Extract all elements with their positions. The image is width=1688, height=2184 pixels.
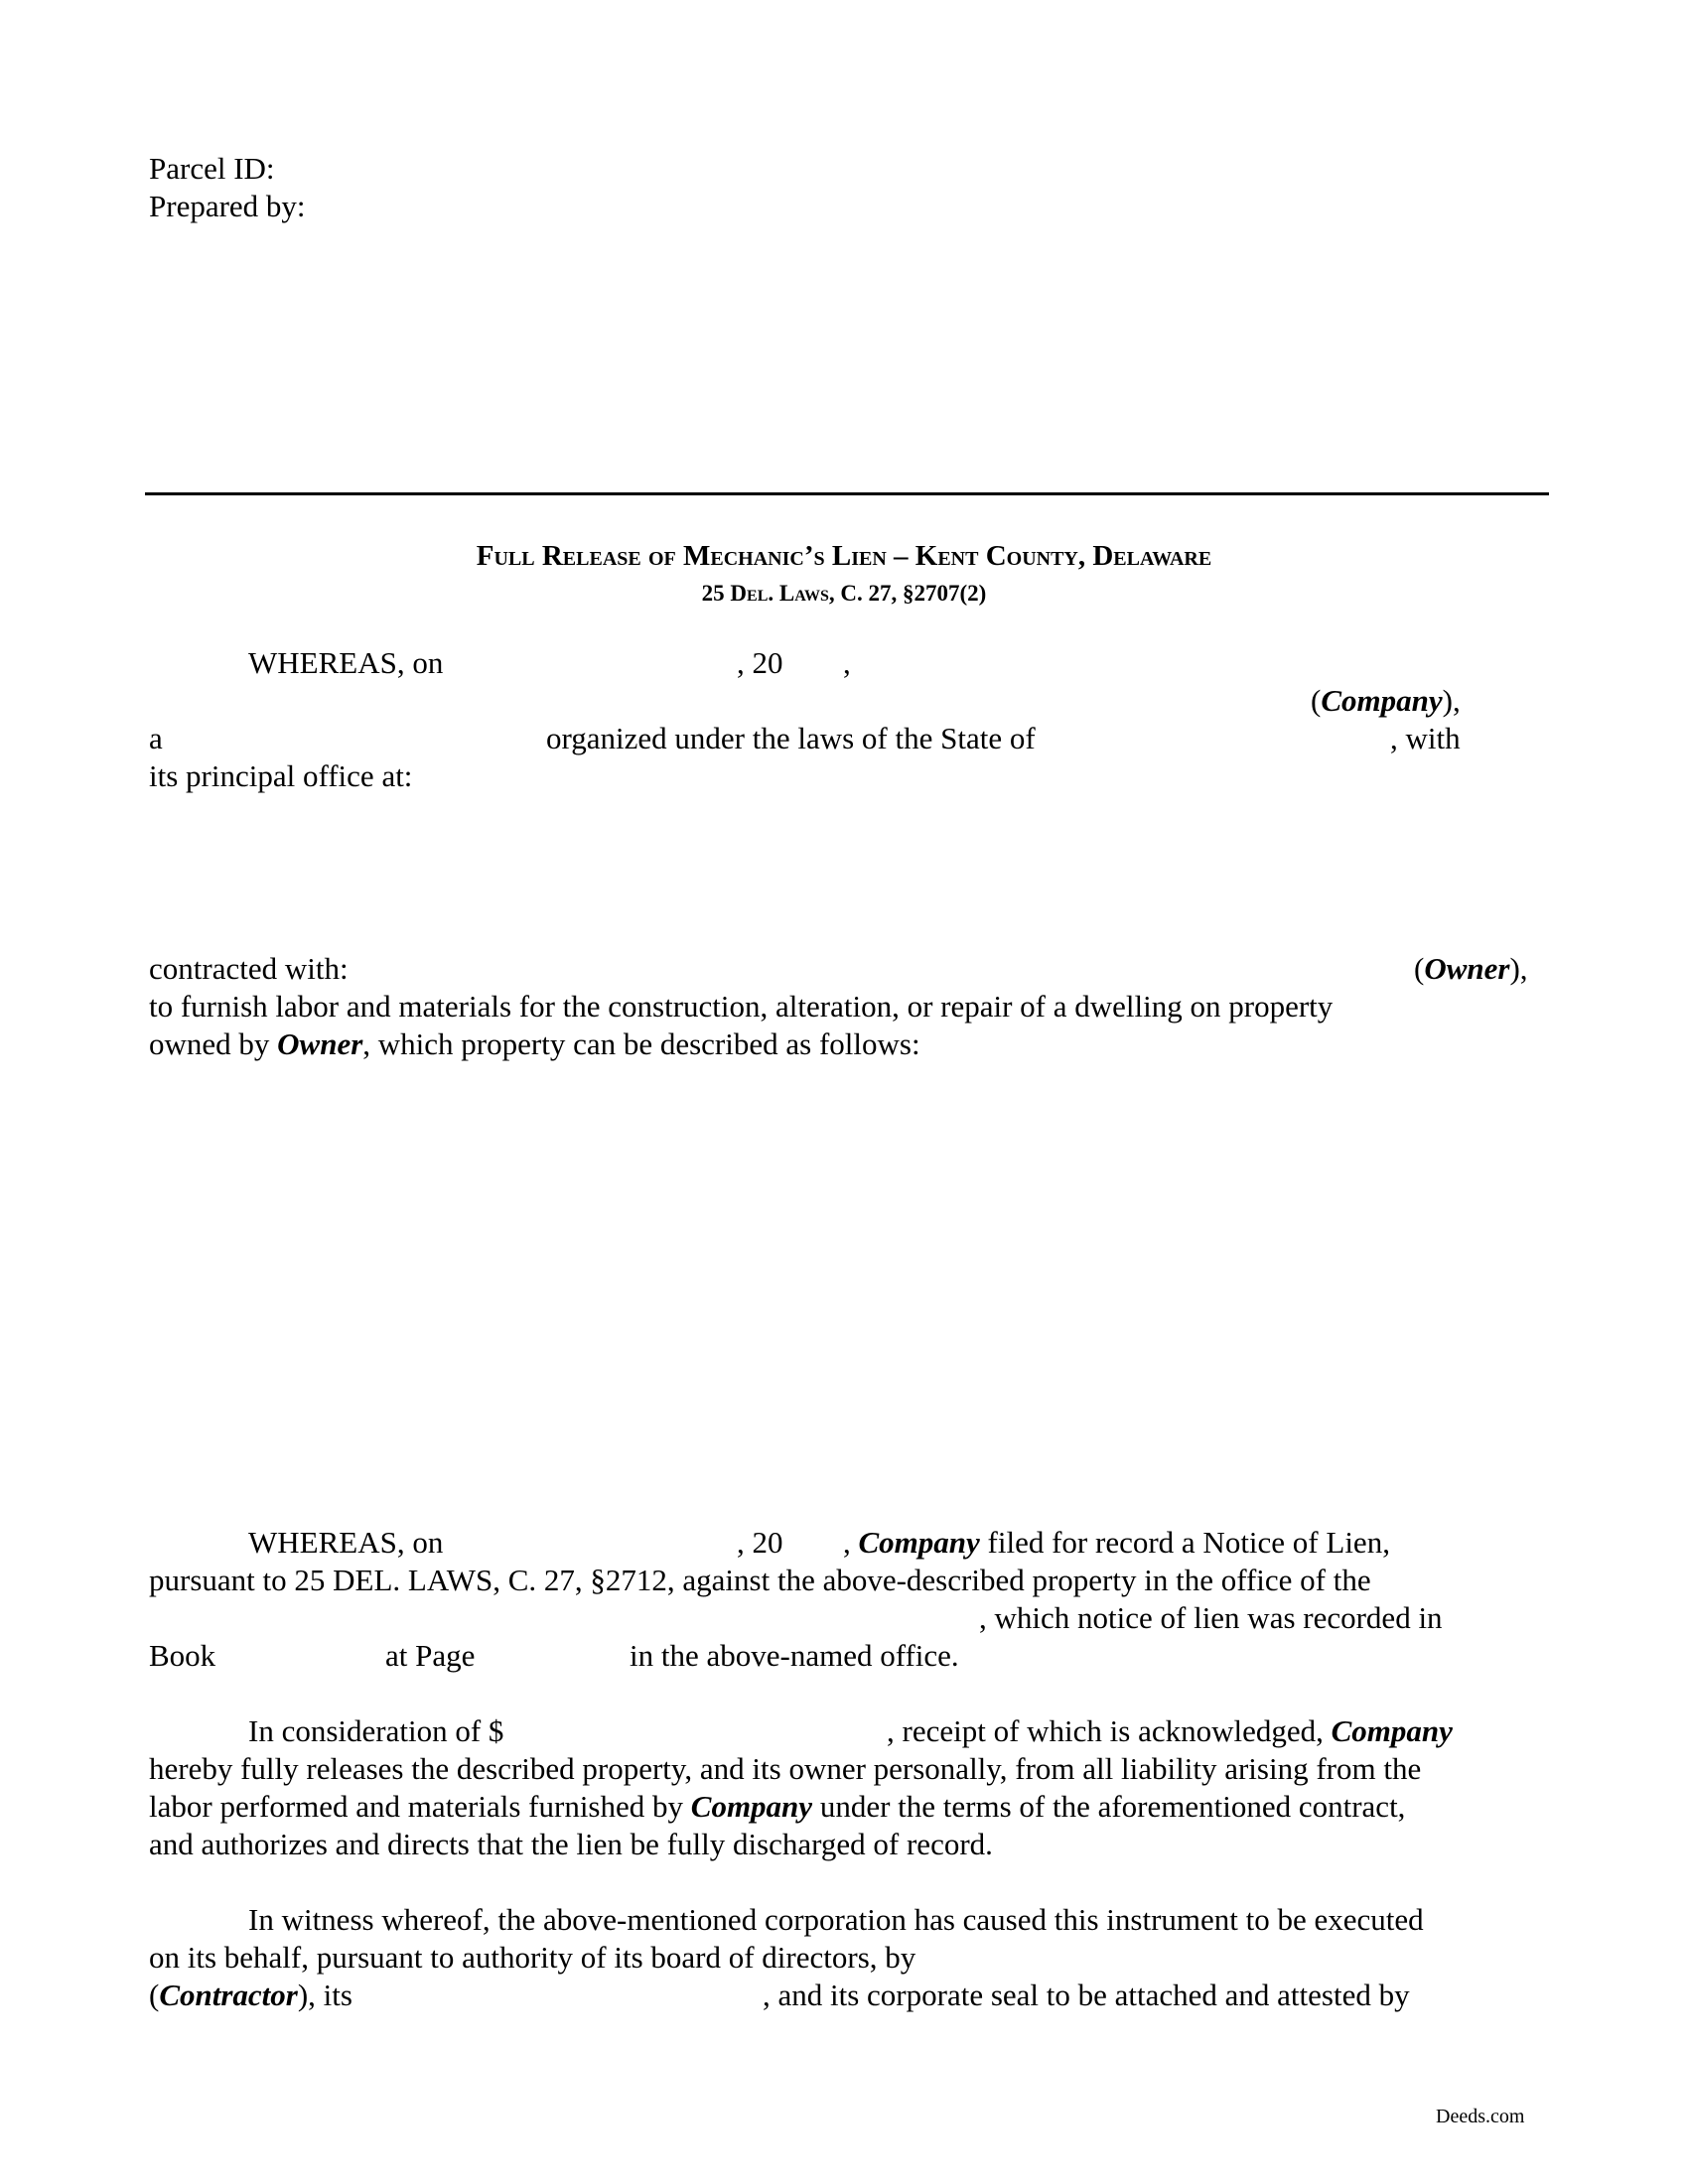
p5-contractor-open: ( bbox=[149, 1978, 160, 2012]
header-divider bbox=[145, 492, 1549, 495]
p1-principal-office: its principal office at: bbox=[149, 758, 413, 793]
p5-line1: In witness whereof, the above-mentioned corporation has caused this instrument to be executed bbox=[248, 1902, 1424, 1937]
p1-company-definition bbox=[1311, 683, 1461, 719]
footer-brand: Deeds.com bbox=[1436, 2106, 1525, 2127]
p4-receipt: , receipt of which is acknowledged, bbox=[887, 1713, 1332, 1748]
p5-contractor-term: Contractor bbox=[159, 1978, 298, 2012]
p2-owned-rest: , which property can be described as follows: bbox=[362, 1026, 920, 1061]
p2-owner-term: Owner bbox=[1424, 951, 1510, 986]
p4-consideration: In consideration of $ bbox=[248, 1713, 504, 1748]
p1-company-close: ), bbox=[1442, 683, 1461, 718]
p2-line2: to furnish labor and materials for the construction, alteration, or repair of a dwelling on property bbox=[149, 989, 1334, 1024]
p3-filed: filed for record a Notice of Lien, bbox=[979, 1525, 1390, 1560]
p5-line2: on its behalf, pursuant to authority of its board of directors, by bbox=[149, 1940, 916, 1975]
p2-owner-open: ( bbox=[1414, 951, 1425, 986]
p4-company-term: Company bbox=[1331, 1713, 1453, 1748]
p4-line4: and authorizes and directs that the lien be fully discharged of record. bbox=[149, 1827, 993, 1861]
p4-line2: hereby fully releases the described property, and its owner personally, from all liability arising from the bbox=[149, 1751, 1422, 1786]
p3-comma: , bbox=[843, 1525, 859, 1560]
p1-organized: organized under the laws of the State of bbox=[546, 721, 1036, 755]
p3-year-prefix: , 20 bbox=[737, 1525, 783, 1560]
parcel-id-label: Parcel ID: bbox=[149, 151, 275, 186]
p1-with: , with bbox=[1390, 721, 1461, 755]
p4-company-term2: Company bbox=[690, 1789, 813, 1824]
p3-book: Book bbox=[149, 1638, 216, 1673]
p1-year-prefix: , 20 bbox=[737, 645, 783, 680]
p1-company-term: Company bbox=[1321, 683, 1443, 718]
p5-seal: , and its corporate seal to be attached and attested by bbox=[763, 1978, 1410, 2012]
p3-company-term: Company bbox=[858, 1525, 980, 1560]
p2-owner-close: ), bbox=[1509, 951, 1528, 986]
statute-citation: 25 Del. Laws, C. 27, §2707(2) bbox=[701, 581, 987, 606]
p2-owned-by: owned by bbox=[149, 1026, 278, 1061]
p2-line3 bbox=[149, 1026, 920, 1062]
prepared-by-label: Prepared by: bbox=[149, 189, 306, 223]
p1-article: a bbox=[149, 721, 163, 755]
p1-comma: , bbox=[843, 645, 851, 680]
p4-line3-a: labor performed and materials furnished by bbox=[149, 1789, 691, 1824]
p2-owner-definition bbox=[1414, 951, 1528, 987]
p1-company-open: ( bbox=[1311, 683, 1322, 718]
p5-contractor-definition bbox=[149, 1978, 352, 2013]
p2-contracted-with: contracted with: bbox=[149, 951, 349, 986]
p5-contractor-close: ), its bbox=[297, 1978, 352, 2012]
document-title: Full Release of Mechanic’s Lien – Kent County, Delaware bbox=[476, 540, 1212, 572]
p1-whereas-on: WHEREAS, on bbox=[248, 645, 444, 680]
p4-line3 bbox=[149, 1789, 1405, 1825]
p4-receipt-line bbox=[887, 1713, 1453, 1749]
p3-whereas-on: WHEREAS, on bbox=[248, 1525, 444, 1560]
p3-filed-line bbox=[843, 1525, 1390, 1561]
p3-at-page: at Page bbox=[385, 1638, 476, 1673]
p4-line3-b: under the terms of the aforementioned contract, bbox=[812, 1789, 1406, 1824]
p3-named-office: in the above-named office. bbox=[630, 1638, 959, 1673]
p2-owner-term2: Owner bbox=[277, 1026, 363, 1061]
p3-line2: pursuant to 25 DEL. LAWS, C. 27, §2712, against the above-described property in the office of the bbox=[149, 1563, 1371, 1597]
p3-recorded: , which notice of lien was recorded in bbox=[979, 1600, 1443, 1635]
